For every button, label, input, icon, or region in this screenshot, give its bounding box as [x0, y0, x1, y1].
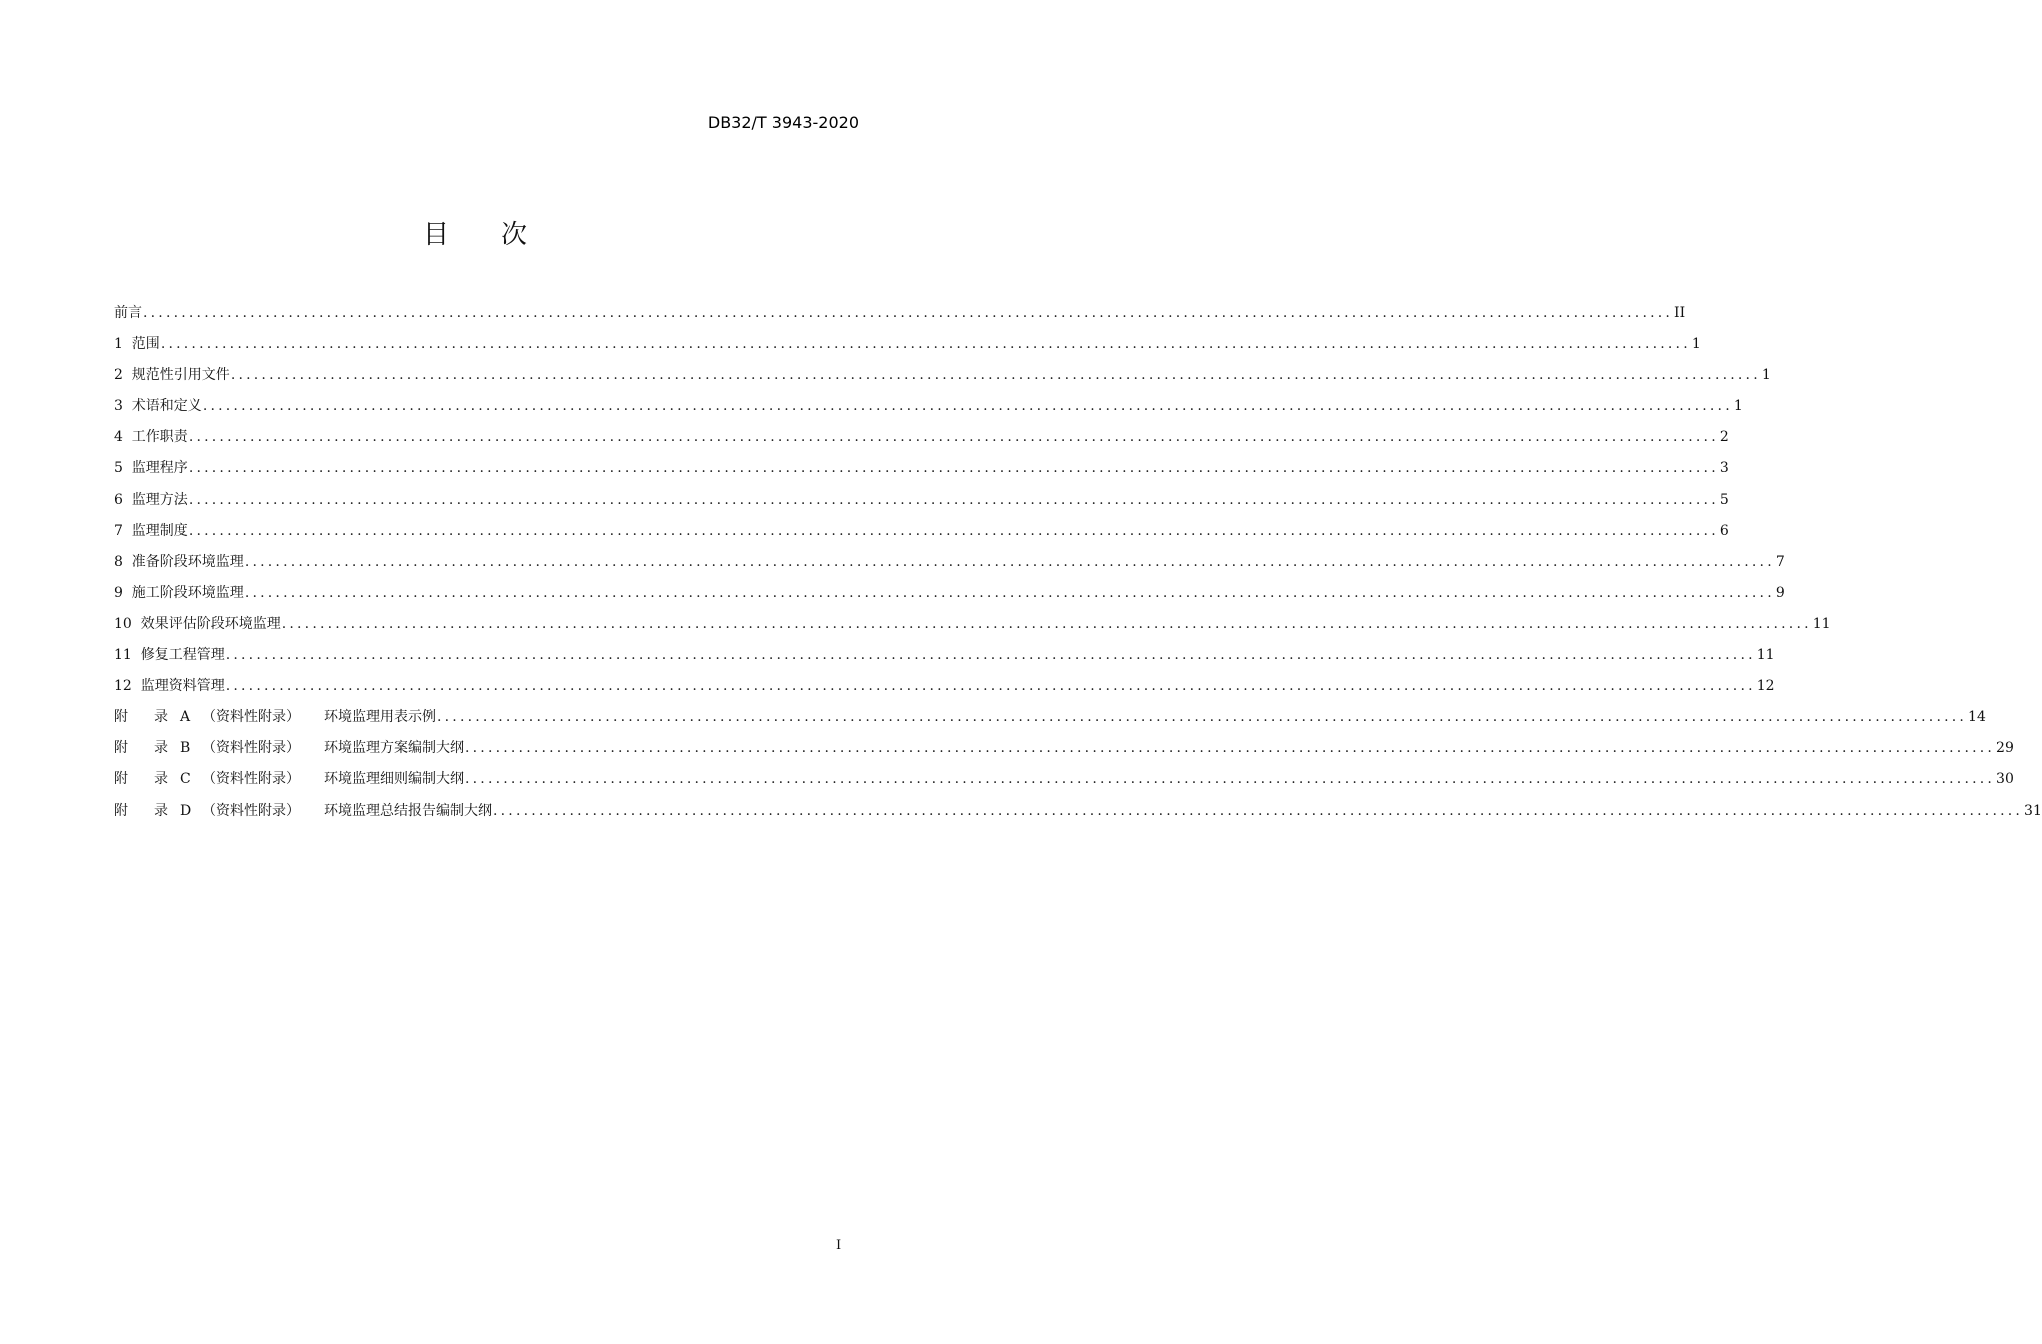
toc-entry[interactable] — [114, 520, 1729, 551]
appendix-label-char: 录 — [154, 802, 168, 819]
toc-entry-label — [114, 706, 436, 726]
appendix-label-char: 录 — [154, 740, 168, 757]
toc-entry[interactable] — [114, 457, 1729, 488]
toc-entry-label: 3 术语和定义 — [114, 398, 202, 415]
page-title — [0, 214, 950, 251]
toc-entry[interactable] — [114, 302, 1686, 333]
appendix-kind: （资料性附录） — [202, 740, 300, 757]
appendix-label-char: 录 — [154, 771, 168, 788]
dot-leader: ........................................................................................................................................................................................................ — [465, 740, 1996, 757]
dot-leader: ........................................................................................................................................................................................................ — [188, 522, 1719, 539]
title-char: 次 — [501, 220, 528, 250]
toc-entry-page: 7 — [1775, 553, 1785, 570]
dot-leader: ........................................................................................................................................................................................................ — [188, 491, 1719, 508]
toc-entry-label: 12 监理资料管理 — [114, 678, 225, 695]
toc-entry-page: II — [1674, 305, 1686, 321]
dot-leader: ........................................................................................................................................................................................................ — [437, 709, 1968, 726]
dot-leader: ........................................................................................................................................................................................................ — [244, 553, 1775, 570]
toc-entry[interactable] — [114, 489, 1729, 520]
appendix-label-char: 附 — [114, 740, 128, 757]
appendix-label-char: 附 — [114, 802, 128, 819]
toc-entry[interactable] — [114, 551, 1785, 582]
dot-leader: ........................................................................................................................................................................................................ — [225, 678, 1756, 695]
table-of-contents — [114, 302, 2042, 831]
toc-entry-page: 6 — [1719, 522, 1729, 539]
toc-entry-label: 9 施工阶段环境监理 — [114, 584, 244, 601]
toc-entry-page: 5 — [1719, 491, 1729, 508]
toc-entry[interactable] — [114, 395, 1743, 426]
appendix-name: 环境监理细则编制大纲 — [324, 771, 464, 788]
toc-entry-page: 9 — [1775, 584, 1785, 601]
toc-entry-label: 6 监理方法 — [114, 491, 188, 508]
dot-leader: ........................................................................................................................................................................................................ — [143, 305, 1674, 321]
toc-entry-page: 1 — [1761, 367, 1771, 384]
toc-entry-label: 1 范围 — [114, 336, 160, 353]
dot-leader: ........................................................................................................................................................................................................ — [225, 647, 1756, 664]
toc-entry-label: 2 规范性引用文件 — [114, 367, 230, 384]
toc-entry-label: 10 效果评估阶段环境监理 — [114, 615, 281, 632]
toc-entry[interactable] — [114, 426, 1729, 457]
dot-leader: ........................................................................................................................................................................................................ — [188, 429, 1719, 446]
document-code: DB32/T 3943-2020 — [707, 113, 859, 132]
toc-entry-appendix[interactable] — [114, 737, 2014, 768]
toc-entry-label: 前言 — [114, 305, 142, 321]
toc-entry-label — [114, 737, 464, 757]
toc-entry-label: 8 准备阶段环境监理 — [114, 553, 244, 570]
appendix-letter: C — [180, 771, 191, 788]
page-number: I — [836, 1238, 842, 1253]
toc-entry-appendix[interactable] — [114, 800, 2042, 831]
dot-leader: ........................................................................................................................................................................................................ — [202, 398, 1733, 415]
toc-entry-page: 29 — [1996, 740, 2014, 757]
toc-entry-page: 1 — [1733, 398, 1743, 415]
toc-entry[interactable] — [114, 613, 1831, 644]
appendix-label-char: 录 — [154, 709, 168, 726]
toc-entry[interactable] — [114, 364, 1771, 395]
toc-entry-label — [114, 800, 492, 820]
dot-leader: ........................................................................................................................................................................................................ — [465, 771, 1996, 788]
toc-entry-page: 30 — [1996, 771, 2014, 788]
dot-leader: ........................................................................................................................................................................................................ — [230, 367, 1761, 384]
appendix-kind: （资料性附录） — [202, 771, 300, 788]
appendix-letter: D — [180, 802, 192, 819]
toc-entry-appendix[interactable] — [114, 706, 1986, 737]
toc-entry-page: 12 — [1756, 678, 1775, 695]
toc-entry-label: 4 工作职责 — [114, 429, 188, 446]
toc-entry-page: 14 — [1968, 709, 1986, 726]
dot-leader: ........................................................................................................................................................................................................ — [281, 615, 1812, 632]
dot-leader: ........................................................................................................................................................................................................ — [188, 460, 1719, 477]
toc-entry-page: 11 — [1812, 615, 1831, 632]
appendix-letter: A — [180, 709, 191, 726]
toc-entry[interactable] — [114, 582, 1785, 613]
appendix-name: 环境监理总结报告编制大纲 — [324, 802, 492, 819]
toc-entry-page: 1 — [1691, 336, 1701, 353]
appendix-label-char: 附 — [114, 771, 128, 788]
dot-leader: ........................................................................................................................................................................................................ — [244, 584, 1775, 601]
appendix-name: 环境监理方案编制大纲 — [324, 740, 464, 757]
toc-entry-page: 31 — [2024, 802, 2042, 819]
appendix-kind: （资料性附录） — [202, 802, 300, 819]
appendix-name: 环境监理用表示例 — [324, 709, 436, 726]
appendix-letter: B — [180, 740, 191, 757]
toc-entry[interactable] — [114, 333, 1701, 364]
toc-entry-page: 3 — [1719, 460, 1729, 477]
toc-entry-label: 5 监理程序 — [114, 460, 188, 477]
title-char: 目 — [422, 220, 449, 250]
toc-entry-label — [114, 768, 464, 788]
toc-entry-page: 2 — [1719, 429, 1729, 446]
appendix-label-char: 附 — [114, 709, 128, 726]
toc-entry-page: 11 — [1756, 647, 1775, 664]
toc-entry-label: 11 修复工程管理 — [114, 647, 225, 664]
dot-leader: ........................................................................................................................................................................................................ — [160, 336, 1691, 353]
toc-entry-appendix[interactable] — [114, 768, 2014, 799]
dot-leader: ........................................................................................................................................................................................................ — [493, 802, 2024, 819]
appendix-kind: （资料性附录） — [202, 709, 300, 726]
toc-entry[interactable] — [114, 675, 1775, 706]
toc-entry-label: 7 监理制度 — [114, 522, 188, 539]
toc-entry[interactable] — [114, 644, 1775, 675]
